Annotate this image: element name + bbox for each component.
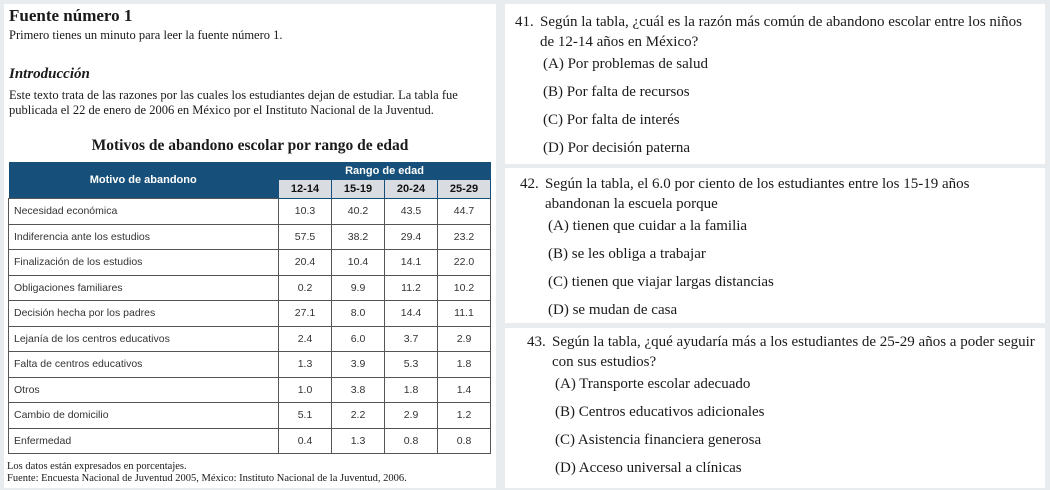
answer-option-a[interactable]: (A) Transporte escolar adecuado	[555, 376, 751, 392]
cell-value: 20.4	[279, 250, 332, 276]
table-row	[9, 377, 491, 403]
question-42	[505, 168, 1045, 323]
cell-value: 0.2	[279, 275, 332, 301]
row-label: Lejanía de los centros educativos	[9, 326, 279, 352]
cell-value: 3.8	[332, 377, 385, 403]
answer-option-c[interactable]: (C) tienen que viajar largas distancias	[548, 274, 774, 290]
row-label: Obligaciones familiares	[9, 275, 279, 301]
table-row	[9, 224, 491, 250]
row-label: Enfermedad	[9, 428, 279, 454]
cell-value: 3.7	[385, 326, 438, 352]
cell-value: 1.3	[279, 352, 332, 378]
answer-option-b[interactable]: (B) se les obliga a trabajar	[548, 246, 706, 262]
answer-option-d[interactable]: (D) Por decisión paterna	[543, 140, 691, 156]
cell-value: 38.2	[332, 224, 385, 250]
cell-value: 0.4	[279, 428, 332, 454]
cell-value: 1.0	[279, 377, 332, 403]
table-row	[9, 428, 491, 454]
note-source: Fuente: Encuesta Nacional de Juventud 2005, México: Instituto Nacional de la Juventud, 2006.	[7, 472, 407, 484]
cell-value: 29.4	[385, 224, 438, 250]
col-header-motivo: Motivo de abandono	[9, 162, 279, 199]
cell-value: 0.8	[385, 428, 438, 454]
cell-value: 0.8	[438, 428, 491, 454]
cell-value: 43.5	[385, 199, 438, 225]
question-text	[527, 332, 1047, 372]
row-label: Indiferencia ante los estudios	[9, 224, 279, 250]
cell-value: 1.4	[438, 377, 491, 403]
answer-option-c[interactable]: (C) Por falta de interés	[543, 112, 680, 128]
cell-value: 14.1	[385, 250, 438, 276]
range-header: 15-19	[332, 180, 385, 199]
group-header-rango: Rango de edad	[279, 162, 491, 180]
source-subtitle: Primero tienes un minuto para leer la fuente número 1.	[9, 28, 283, 42]
cell-value: 1.8	[438, 352, 491, 378]
row-label: Cambio de domicilio	[9, 403, 279, 429]
row-label: Necesidad económica	[9, 199, 279, 225]
answer-option-c[interactable]: (C) Asistencia financiera generosa	[555, 432, 762, 448]
cell-value: 2.9	[438, 326, 491, 352]
cell-value: 27.1	[279, 301, 332, 327]
answer-option-b[interactable]: (B) Por falta de recursos	[543, 84, 690, 100]
question-text	[515, 12, 1035, 52]
question-body: Según la tabla, ¿cuál es la razón más común de abandono escolar entre los niños de 12-14 años en México?	[540, 14, 1022, 50]
cell-value: 9.9	[332, 275, 385, 301]
cell-value: 44.7	[438, 199, 491, 225]
cell-value: 40.2	[332, 199, 385, 225]
range-header: 12-14	[279, 180, 332, 199]
intro-heading: Introducción	[9, 66, 90, 82]
cell-value: 11.2	[385, 275, 438, 301]
row-label: Finalización de los estudios	[9, 250, 279, 276]
cell-value: 3.9	[332, 352, 385, 378]
data-table	[8, 162, 491, 454]
cell-value: 5.1	[279, 403, 332, 429]
table-row	[9, 301, 491, 327]
cell-value: 14.4	[385, 301, 438, 327]
answer-option-d[interactable]: (D) se mudan de casa	[548, 302, 678, 318]
cell-value: 6.0	[332, 326, 385, 352]
table-row	[9, 326, 491, 352]
cell-value: 10.2	[438, 275, 491, 301]
source-title: Fuente número 1	[9, 6, 133, 25]
cell-value: 2.2	[332, 403, 385, 429]
intro-text: Este texto trata de las razones por las cuales los estudiantes dejan de estudiar. La tabla fue publicada el 22 de enero de 2006 en México por el Instituto Nacional de la Juventud.	[9, 88, 458, 117]
answer-option-d[interactable]: (D) Acceso universal a clínicas	[555, 460, 742, 476]
cell-value: 11.1	[438, 301, 491, 327]
question-number: 43.	[527, 334, 546, 350]
cell-value: 8.0	[332, 301, 385, 327]
question-text	[520, 174, 1040, 214]
cell-value: 23.2	[438, 224, 491, 250]
range-header: 20-24	[385, 180, 438, 199]
question-number: 42.	[520, 176, 539, 192]
table-title: Motivos de abandono escolar por rango de edad	[91, 137, 409, 154]
cell-value: 2.4	[279, 326, 332, 352]
question-43	[505, 328, 1045, 488]
table-row	[9, 250, 491, 276]
table-row	[9, 199, 491, 225]
question-body: Según la tabla, ¿qué ayudaría más a los estudiantes de 25-29 años a poder seguir con sus estudios?	[552, 334, 1035, 370]
cell-value: 22.0	[438, 250, 491, 276]
source-panel	[4, 4, 496, 488]
table-row	[9, 275, 491, 301]
cell-value: 10.4	[332, 250, 385, 276]
cell-value: 2.9	[385, 403, 438, 429]
cell-value: 1.2	[438, 403, 491, 429]
cell-value: 57.5	[279, 224, 332, 250]
row-label: Otros	[9, 377, 279, 403]
table-notes	[7, 461, 407, 484]
question-number: 41.	[515, 14, 534, 30]
row-label: Falta de centros educativos	[9, 352, 279, 378]
table-row	[9, 352, 491, 378]
note-units: Los datos están expresados en porcentajes.	[7, 461, 187, 472]
answer-option-a[interactable]: (A) Por problemas de salud	[543, 56, 708, 72]
question-41	[505, 4, 1045, 164]
cell-value: 5.3	[385, 352, 438, 378]
cell-value: 1.3	[332, 428, 385, 454]
question-body: Según la tabla, el 6.0 por ciento de los estudiantes entre los 15-19 años abandonan la escuela porque	[545, 176, 970, 212]
row-label: Decisión hecha por los padres	[9, 301, 279, 327]
cell-value: 1.8	[385, 377, 438, 403]
range-header: 25-29	[438, 180, 491, 199]
table-row	[9, 403, 491, 429]
cell-value: 10.3	[279, 199, 332, 225]
answer-option-a[interactable]: (A) tienen que cuidar a la familia	[548, 218, 748, 234]
answer-option-b[interactable]: (B) Centros educativos adicionales	[555, 404, 765, 420]
